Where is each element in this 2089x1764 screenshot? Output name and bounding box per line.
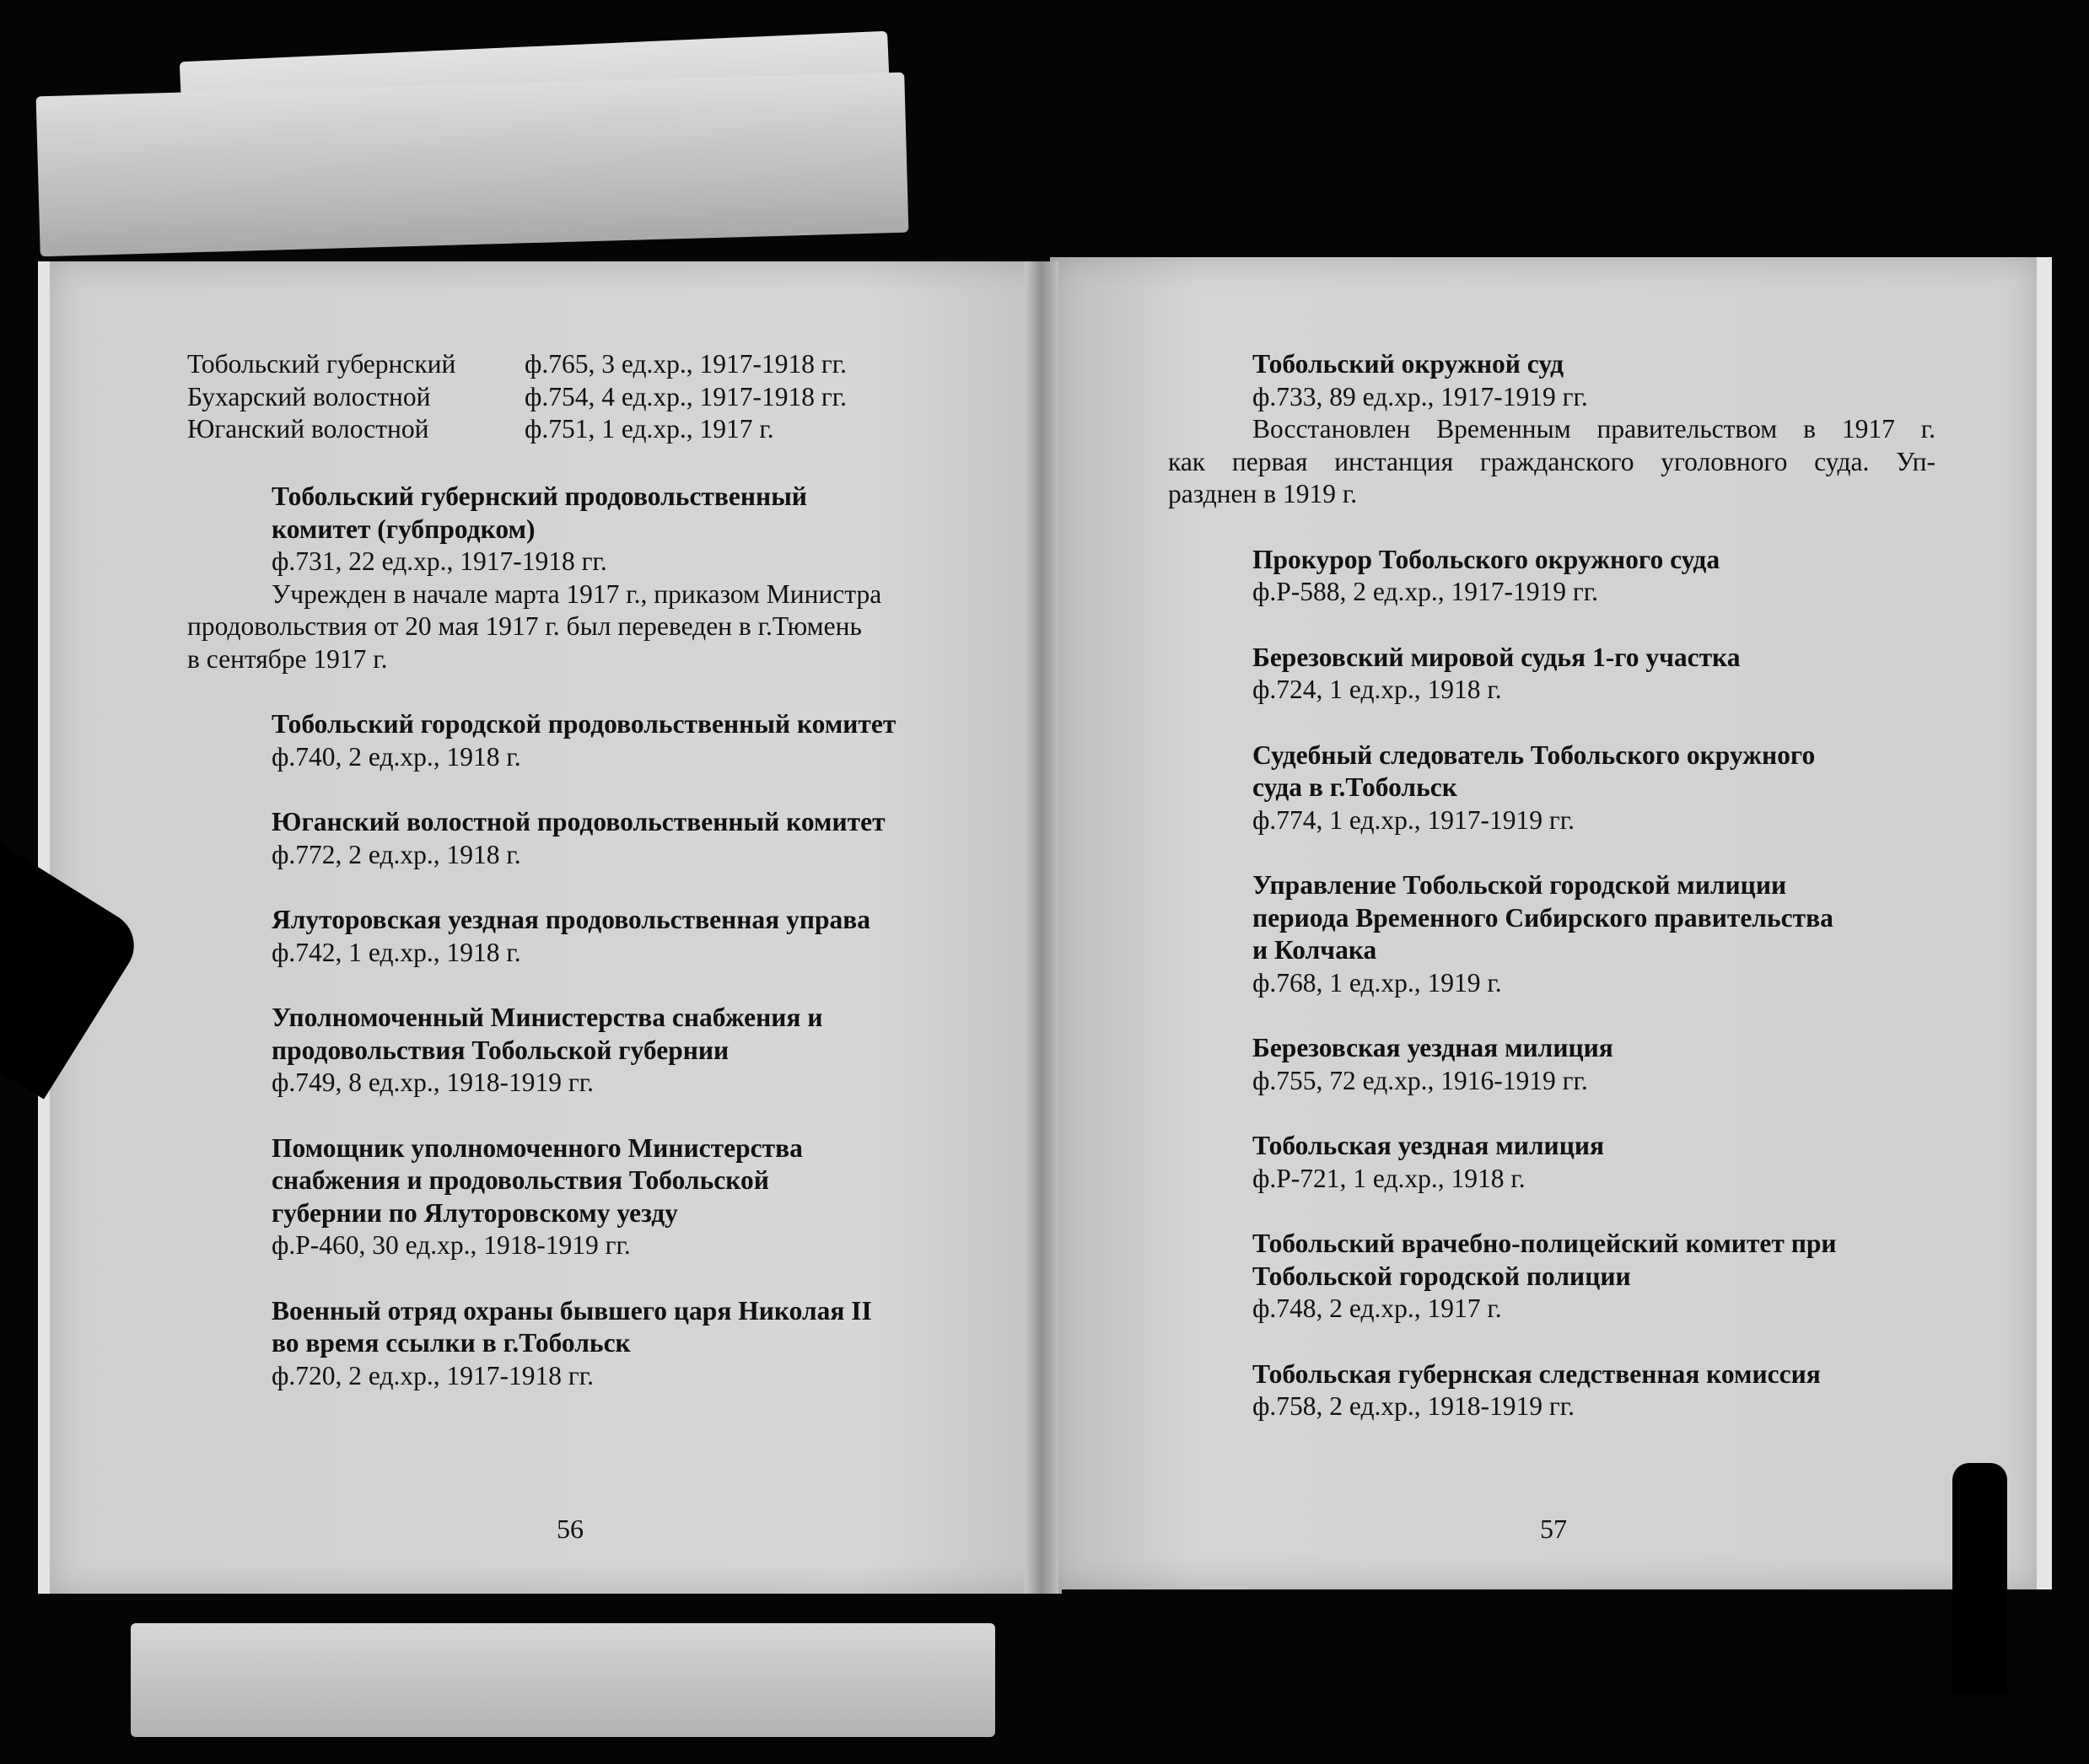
entry-ref: ф.742, 1 ед.хр., 1918 г.	[272, 937, 521, 967]
entry-title: Военный отряд охраны бывшего царя Николая II	[272, 1295, 872, 1326]
archive-entry	[272, 1002, 963, 1100]
entry-description: разднен в 1919 г.	[1168, 479, 1358, 508]
entry-title: Прокурор Тобольского окружного суда	[1252, 544, 1720, 574]
entry-title: и Колчака	[1252, 935, 1377, 965]
entry-title: Тобольская уездная милиция	[1252, 1131, 1605, 1160]
entry-ref: ф.740, 2 ед.хр., 1918 г.	[272, 741, 521, 772]
book-gutter	[1025, 261, 1058, 1594]
entry-title: Помощник уполномоченного Министерства	[272, 1132, 803, 1163]
entry-title: Березовский мировой судья 1-го участка	[1252, 642, 1741, 672]
entry-description: Учрежден в начале марта 1917 г., приказом Министра	[272, 578, 882, 609]
entry-title: Ялуторовская уездная продовольственная управа	[272, 905, 870, 934]
list-item: Тобольский губернский ф.765, 3 ед.хр., 1917-1918 гг.	[187, 349, 848, 379]
left-page-entries	[187, 481, 963, 1425]
archive-entry	[1252, 1032, 1936, 1097]
archive-entry	[272, 1132, 963, 1262]
archive-entry	[1252, 869, 1936, 999]
entry-ref: ф.758, 2 ед.хр., 1918-1919 гг.	[1252, 1391, 1575, 1421]
entry-ref: ф.772, 2 ед.хр., 1918 г.	[272, 839, 521, 869]
foam-padding-top-front	[36, 73, 909, 257]
entry-title: Березовская уездная милиция	[1252, 1033, 1613, 1062]
page-number-left: 56	[557, 1514, 584, 1544]
entry-ref: ф.768, 1 ед.хр., 1919 г.	[1252, 967, 1502, 998]
entry-title: продовольствия Тобольской губернии	[272, 1035, 730, 1065]
archive-entry	[1252, 1130, 1936, 1195]
list-item: Юганский волостной ф.751, 1 ед.хр., 1917 г.	[187, 414, 774, 444]
entry-title: периода Временного Сибирского правительства	[1252, 902, 1833, 933]
page-number-right: 57	[1540, 1514, 1567, 1544]
entry-description: в сентябре 1917 г.	[187, 643, 388, 674]
entry-title: комитет (губпродком)	[272, 514, 536, 544]
entry-title: Тобольский окружной суд	[1252, 349, 1564, 379]
entry-title: Тобольский городской продовольственный комитет	[272, 709, 896, 739]
archive-entry	[1168, 348, 1936, 511]
entry-ref: ф.Р-721, 1 ед.хр., 1918 г.	[1252, 1163, 1526, 1193]
entry-title: Тобольский врачебно-полицейский комитет при	[1252, 1229, 1837, 1258]
archive-entry	[1252, 1358, 1936, 1423]
entry-title: снабжения и продовольствия Тобольской	[272, 1165, 769, 1195]
entry-title: суда в г.Тобольск	[1252, 772, 1457, 802]
entry-ref: ф.720, 2 ед.хр., 1917-1918 гг.	[272, 1360, 595, 1390]
archive-entry	[1252, 642, 1936, 707]
foam-padding-bottom	[131, 1623, 995, 1737]
entry-ref: ф.731, 22 ед.хр., 1917-1918 гг.	[272, 546, 607, 576]
archive-entry	[187, 481, 963, 675]
entry-title: губернии по Ялуторовскому уезду	[272, 1197, 678, 1228]
book-clip-right	[1952, 1463, 2007, 1695]
entry-description: Восстановлен Временным правительством в 1917 г.	[1252, 414, 1936, 444]
entry-ref: ф.749, 8 ед.хр., 1918-1919 гг.	[272, 1068, 595, 1097]
archive-entry	[1252, 544, 1936, 609]
list-item: Бухарский волостной ф.754, 4 ед.хр., 1917-1918 гг.	[187, 381, 848, 411]
entry-ref: ф.Р-588, 2 ед.хр., 1917-1919 гг.	[1252, 577, 1599, 606]
entry-ref: ф.748, 2 ед.хр., 1917 г.	[1252, 1293, 1502, 1323]
entry-ref: ф.724, 1 ед.хр., 1918 г.	[1252, 675, 1502, 704]
entry-title: Тобольский губернский продовольственный	[272, 481, 807, 511]
entry-ref: ф.733, 89 ед.хр., 1917-1919 гг.	[1252, 381, 1588, 411]
entry-title: Уполномоченный Министерства снабжения и	[272, 1003, 823, 1032]
archive-entry	[1252, 739, 1936, 837]
entry-ref: ф.755, 72 ед.хр., 1916-1919 гг.	[1252, 1065, 1588, 1095]
archive-entry	[272, 904, 963, 969]
archive-entry	[272, 708, 963, 773]
archive-entry	[272, 1295, 963, 1393]
entry-title: Управление Тобольской городской милиции	[1252, 870, 1787, 900]
archive-entry	[272, 806, 963, 871]
entry-title: Тобольской городской полиции	[1252, 1261, 1631, 1291]
entry-description: продовольствия от 20 мая 1917 г. был переведен в г.Тюмень	[187, 611, 862, 641]
entry-title: во время ссылки в г.Тобольск	[272, 1328, 631, 1358]
entry-ref: ф.Р-460, 30 ед.хр., 1918-1919 гг.	[272, 1230, 631, 1260]
archive-entry	[1252, 1228, 1936, 1326]
entry-description: как первая инстанция гражданского уголовного суда. Уп-	[1168, 446, 1936, 476]
entry-ref: ф.774, 1 ед.хр., 1917-1919 гг.	[1252, 804, 1575, 835]
left-page-list	[187, 348, 963, 446]
entry-title: Судебный следователь Тобольского окружного	[1252, 739, 1816, 770]
right-page-entries	[1168, 348, 1936, 1456]
entry-title: Юганский волостной продовольственный комитет	[272, 807, 886, 836]
entry-title: Тобольская губернская следственная комиссия	[1252, 1358, 1821, 1389]
